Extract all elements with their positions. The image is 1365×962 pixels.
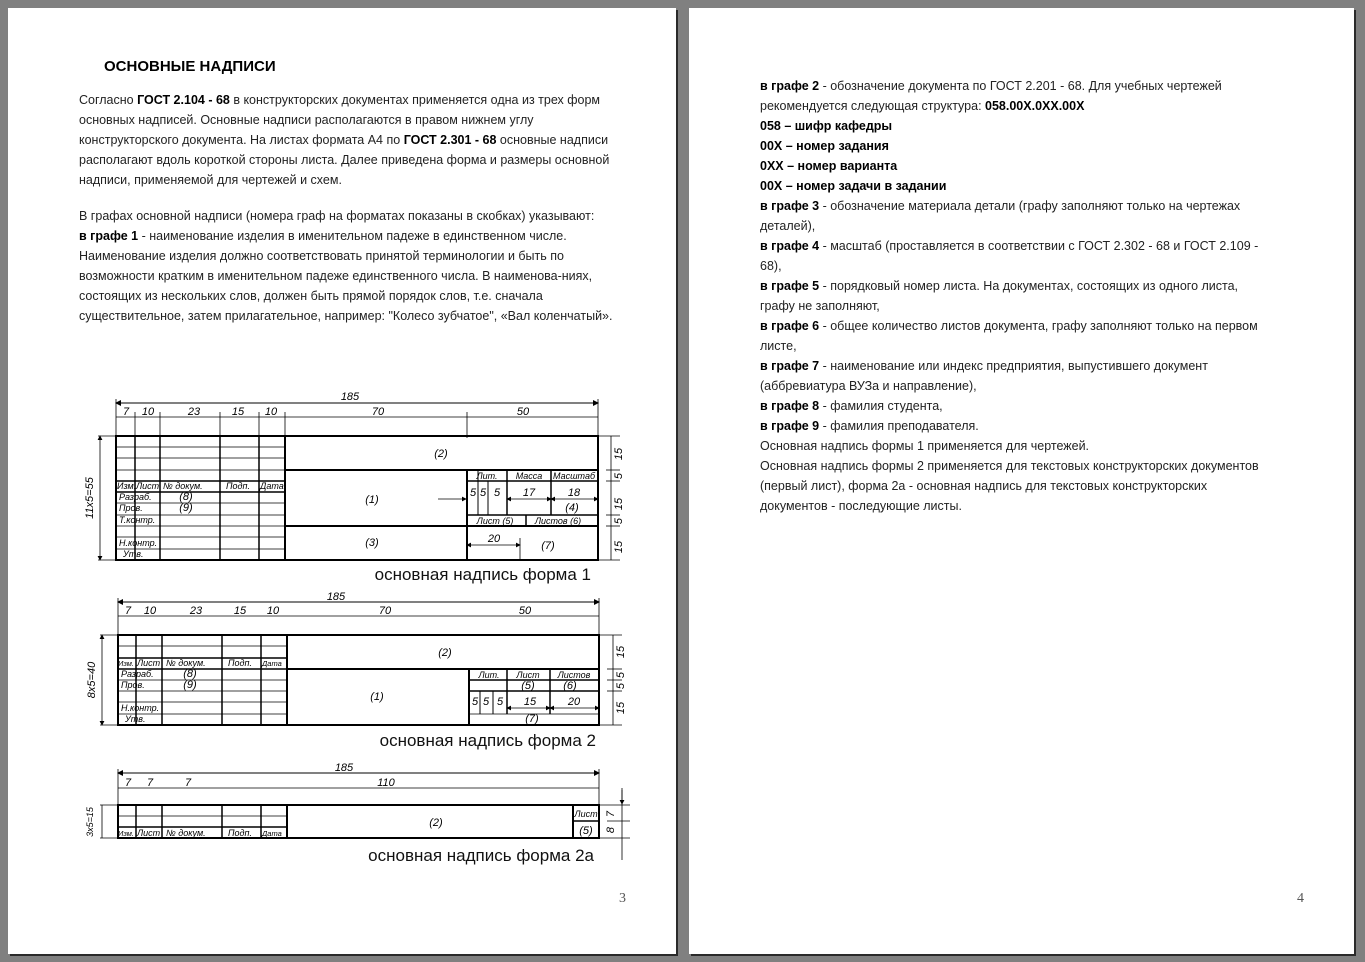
structure-code: 058.00Х.0ХХ.00Х xyxy=(985,99,1085,113)
form1-cell-9: (9) xyxy=(179,502,193,514)
form1-label-izm: Изм. xyxy=(117,481,137,491)
text-line xyxy=(760,436,1320,456)
text-line xyxy=(760,196,1320,216)
form2-cell-1: (1) xyxy=(370,691,384,703)
form1-right-dim-4: 15 xyxy=(613,540,625,554)
form2a-cell-2: (2) xyxy=(429,817,443,829)
form1-height-dim: 11x5=55 xyxy=(84,477,96,519)
gost-reference-2: ГОСТ 2.301 - 68 xyxy=(403,133,497,147)
form2-cell-sheets: Листов xyxy=(557,670,591,680)
form1-cell-scale: Масштаб xyxy=(552,471,596,481)
form2-dim-col5: 10 xyxy=(266,605,280,617)
line-text: - обозначение документа по ГОСТ 2.201 - 68. Для учебных чертежей xyxy=(819,79,1222,93)
form1-dim-18: 18 xyxy=(567,487,581,499)
text-line xyxy=(760,76,1320,96)
form2-dim-col3: 23 xyxy=(189,605,203,617)
line-text: 68), xyxy=(760,259,782,273)
form1-cell-8: (8) xyxy=(179,491,193,503)
form1-right-dim-2: 15 xyxy=(613,497,625,511)
form2-label-nkontr: Н.контр. xyxy=(121,703,160,713)
form2a-dim-col4: 110 xyxy=(377,777,395,789)
form1-cell-4: (4) xyxy=(565,502,579,514)
form2-lit-col-1: 5 xyxy=(471,696,479,708)
form1-right-dim-1: 15 xyxy=(613,447,625,461)
document-page-3 xyxy=(8,8,676,954)
form1-caption: основная надпись форма 1 xyxy=(374,565,591,584)
form1-label-nkontr: Н.контр. xyxy=(119,538,158,548)
form1-dim-col5: 10 xyxy=(264,406,278,418)
bold-label: 00Х – номер задания xyxy=(760,139,889,153)
page-number-3: 3 xyxy=(619,891,626,906)
form2-label-podp: Подп. xyxy=(228,658,252,668)
form2a-cell-sheet: Лист xyxy=(574,809,598,819)
text-line xyxy=(760,456,1320,476)
form2-label-prov: Пров. xyxy=(121,680,145,690)
text-line xyxy=(760,96,1320,116)
form2a-label-data: Дата xyxy=(262,829,282,838)
form1-lit-col-2: 5 xyxy=(479,487,487,499)
form2-cell-7: (7) xyxy=(525,713,539,725)
bold-label: 00Х – номер задачи в задании xyxy=(760,179,947,193)
bold-label: в графе 7 xyxy=(760,359,820,373)
form2a-right-dim-1: 7 xyxy=(605,810,617,818)
text-line xyxy=(760,376,1320,396)
form2-cell-sheet: Лист xyxy=(516,670,540,680)
form2a-label-podp: Подп. xyxy=(228,828,252,838)
title-block-drawings xyxy=(8,8,676,954)
form2-cell-6: (6) xyxy=(563,680,577,692)
form1-dim-col3: 23 xyxy=(187,406,201,418)
form1-dim-col4: 15 xyxy=(231,406,245,418)
form2-cell-8: (8) xyxy=(183,668,197,680)
form2-dim-col2: 10 xyxy=(143,605,157,617)
form1-label-list: Лист xyxy=(136,481,160,491)
form1-cell-sheet: Лист (5) xyxy=(476,516,514,526)
page-title: ОСНОВНЫЕ НАДПИСИ xyxy=(104,58,276,75)
form2-dim-col1: 7 xyxy=(124,605,132,617)
text-line xyxy=(760,336,1320,356)
graph1-text: - наименование изделия в именительном падеже в единственном числе. Наименование изделия должно соответствовать принятой терминологии и быть по возможности кратким в именительном падеже единственного числа. В наименова-ниях, состоящих из нескольких слов, должен быть прямой порядок слов, т.е. сначала существительное, затем прилагательное, например: "Колесо зубчатое", «Вал коленчатый». xyxy=(79,229,613,323)
form2-cell-9: (9) xyxy=(183,679,197,691)
form1-cell-3: (3) xyxy=(365,537,379,549)
text-line xyxy=(760,156,1320,176)
form2-label-izm: Изм. xyxy=(118,659,134,668)
bold-label: в графе 2 xyxy=(760,79,820,93)
form2-label-list: Лист xyxy=(137,658,161,668)
form2-total-dim: 185 xyxy=(326,591,346,603)
line-text: (аббревиатура ВУЗа и направление), xyxy=(760,379,977,393)
form2-dim-15: 15 xyxy=(523,696,537,708)
text-line xyxy=(760,116,1320,136)
graph1-label: в графе 1 xyxy=(79,229,139,243)
form1-dim-col1: 7 xyxy=(122,406,130,418)
bold-label: 058 – шифр кафедры xyxy=(760,119,893,133)
bold-label: 0ХХ – номер варианта xyxy=(760,159,898,173)
form2-caption: основная надпись форма 2 xyxy=(379,731,596,750)
line-text: - фамилия преподавателя. xyxy=(819,419,979,433)
intro-text-2: в конструкторских документах применяется одна из трех форм основных надписей. Основные надписи располагаются в правом нижнем углу конструкторского документа. На листах формата А4 по xyxy=(79,93,601,147)
form2-lit-col-3: 5 xyxy=(496,696,504,708)
form1-total-dim: 185 xyxy=(340,391,360,403)
form1-dim-col2: 10 xyxy=(141,406,155,418)
document-page-4 xyxy=(689,8,1354,954)
line-text: Основная надпись формы 1 применяется для чертежей. xyxy=(760,439,1090,453)
line-text: Основная надпись формы 2 применяется для текстовых конструкторских документов xyxy=(760,459,1259,473)
text-line xyxy=(760,296,1320,316)
form1-label-podp: Подп. xyxy=(226,481,250,491)
bold-label: в графе 9 xyxy=(760,419,820,433)
bold-label: в графе 3 xyxy=(760,199,820,213)
line-text: - масштаб (проставляется в соответствии с ГОСТ 2.302 - 68 и ГОСТ 2.109 - xyxy=(819,239,1259,253)
line-text: - порядковый номер листа. На документах, состоящих из одного листа, xyxy=(819,279,1239,293)
form2-right-dim-3: 5 xyxy=(615,682,627,690)
form2-cell-2: (2) xyxy=(438,647,452,659)
page-number-4: 4 xyxy=(1297,891,1304,906)
form2-dim-col7: 50 xyxy=(518,605,532,617)
form2a-dim-col1: 7 xyxy=(124,777,132,789)
form2a-cell-5: (5) xyxy=(579,825,593,837)
form1-lit-col-1: 5 xyxy=(469,487,477,499)
line-text: - наименование или индекс предприятия, выпустившего документ xyxy=(819,359,1208,373)
form2a-label-docnum: № докум. xyxy=(166,828,206,838)
form1-dim-20: 20 xyxy=(487,533,501,545)
form1-right-dim-3: 5 xyxy=(613,472,625,480)
form1-cell-7: (7) xyxy=(541,540,555,552)
form1-label-razrab: Разраб. xyxy=(119,492,152,502)
form1-dim-17: 17 xyxy=(522,487,536,499)
form2-label-docnum: № докум. xyxy=(166,658,206,668)
form2-dim-col6: 70 xyxy=(378,605,392,617)
text-line xyxy=(760,276,1320,296)
form2-height-dim: 8x5=40 xyxy=(86,661,98,699)
text-line xyxy=(760,176,1320,196)
intro-text-3: основные надписи располагают вдоль короткой стороны листа. Далее приведена форма и размеры основной надписи, применяемой для чертежей и схем. xyxy=(79,133,610,187)
form2-lit-col-2: 5 xyxy=(482,696,490,708)
bold-label: в графе 4 xyxy=(760,239,820,253)
text-line xyxy=(760,136,1320,156)
form1-label-docnum: № докум. xyxy=(163,481,203,491)
form1-label-data: Дата xyxy=(260,481,284,491)
text-line xyxy=(760,356,1320,376)
form2a-label-izm: Изм. xyxy=(118,829,134,838)
form1-cell-sheets: Листов (6) xyxy=(534,516,582,526)
form1-right-dim-5: 5 xyxy=(613,517,625,525)
form2a-caption: основная надпись форма 2а xyxy=(368,846,594,865)
graphs-intro-text: В графах основной надписи (номера граф на форматах показаны в скобках) указывают: xyxy=(79,209,595,223)
bold-label: в графе 8 xyxy=(760,399,820,413)
form2a-label-list: Лист xyxy=(137,828,161,838)
text-line xyxy=(760,496,1320,516)
gost-reference-1: ГОСТ 2.104 - 68 xyxy=(137,93,230,107)
line-text: - обозначение материала детали (графу заполняют только на чертежах xyxy=(819,199,1241,213)
text-line xyxy=(760,416,1320,436)
text-line xyxy=(760,256,1320,276)
form1-cell-lit: Лит. xyxy=(476,471,498,481)
form2-cell-5: (5) xyxy=(521,680,535,692)
line-text: - фамилия студента, xyxy=(819,399,943,413)
form2a-total-dim: 185 xyxy=(334,762,354,774)
line-text: графу не заполняют, xyxy=(760,299,880,313)
form2-dim-20: 20 xyxy=(567,696,581,708)
form2a-dim-col2: 7 xyxy=(146,777,154,789)
form1-lit-col-3: 5 xyxy=(493,487,501,499)
line-text: документов - последующие листы. xyxy=(760,499,962,513)
form1-label-prov: Пров. xyxy=(119,503,143,513)
bold-label: в графе 5 xyxy=(760,279,820,293)
line-text: листе, xyxy=(760,339,797,353)
form2-label-utv: Утв. xyxy=(125,714,146,724)
form2-right-dim-2: 5 xyxy=(615,671,627,679)
text-line xyxy=(760,216,1320,236)
text-line xyxy=(760,316,1320,336)
graph-descriptions xyxy=(760,76,1320,516)
form2-right-dim-1: 15 xyxy=(615,645,627,659)
form2a-right-dim-2: 8 xyxy=(605,826,617,834)
form2a-height-dim: 3x5=15 xyxy=(85,807,95,837)
form1-dim-col7: 50 xyxy=(516,406,530,418)
line-text: - общее количество листов документа, графу заполняют только на первом xyxy=(819,319,1258,333)
text-line xyxy=(760,396,1320,416)
form2-right-dim-4: 15 xyxy=(615,701,627,715)
text-line xyxy=(760,476,1320,496)
line-text: деталей), xyxy=(760,219,816,233)
form1-dim-col6: 70 xyxy=(371,406,385,418)
line-text: рекомендуется следующая структура: xyxy=(760,99,986,113)
intro-text-1: Согласно xyxy=(79,93,138,107)
form1-cell-mass: Масса xyxy=(515,471,543,481)
form1-label-tkontr: Т.контр. xyxy=(119,515,156,525)
bold-label: в графе 6 xyxy=(760,319,820,333)
line-text: (первый лист), форма 2а - основная надпись для текстовых конструкторских xyxy=(760,479,1208,493)
form2-dim-col4: 15 xyxy=(233,605,247,617)
form2-label-razrab: Разраб. xyxy=(121,669,154,679)
form1-label-utv: Утв. xyxy=(123,549,144,559)
form1-cell-1: (1) xyxy=(365,494,379,506)
form2-label-data: Дата xyxy=(262,659,282,668)
text-line xyxy=(760,236,1320,256)
form1-cell-2: (2) xyxy=(434,448,448,460)
form2-cell-lit: Лит. xyxy=(478,670,500,680)
form2a-dim-col3: 7 xyxy=(184,777,192,789)
